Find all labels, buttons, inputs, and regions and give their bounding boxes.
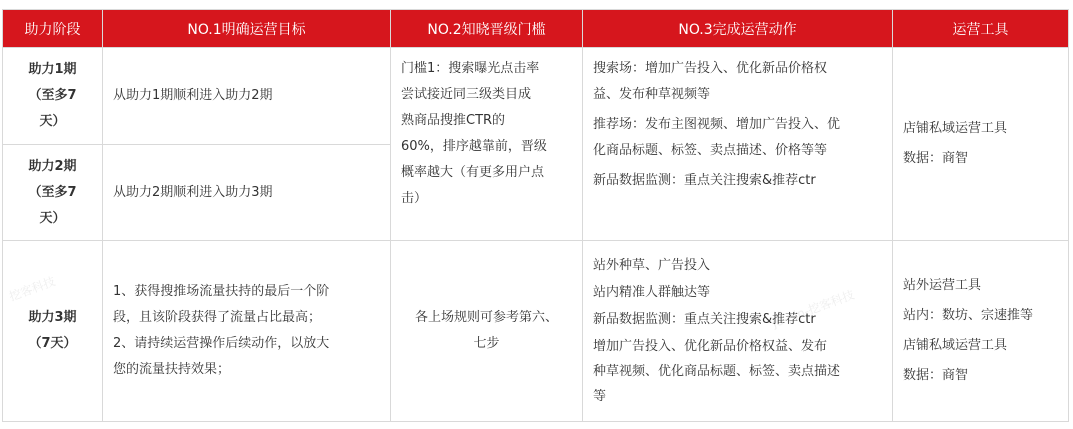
stage-cell	[3, 241, 103, 422]
table-header-row	[3, 10, 1069, 48]
header-goal: NO.1明确运营目标	[103, 10, 391, 48]
header-threshold: NO.2知晓晋级门槛	[391, 10, 583, 48]
stage-line: 助力3期	[28, 310, 77, 325]
watermark: 挖客科技	[7, 274, 58, 304]
action-line: 增加广告投入、优化新品价格权益、发布	[593, 339, 828, 354]
stage-line: （至多7	[28, 184, 77, 200]
tool-line: 店铺私域运营工具	[903, 121, 1008, 136]
tools-cell	[893, 241, 1069, 422]
goal-line: 从助力2期顺利进入助力3期	[113, 184, 273, 200]
stage-line: 天）	[39, 210, 66, 226]
tool-line: 数据：商智	[903, 368, 969, 383]
tool-line: 店铺私域运营工具	[903, 338, 1008, 353]
watermark: jd-pin-挖客科技	[770, 287, 857, 331]
goal-line: 从助力1期顺利进入助力2期	[113, 88, 273, 103]
threshold-cell	[391, 48, 583, 241]
header-stage: 助力阶段	[3, 10, 103, 48]
stage-line: （7天）	[28, 336, 77, 351]
goal-line: 段，且该阶段获得了流量占比最高；	[113, 310, 322, 325]
threshold-line: 各上场规则可参考第六、	[414, 310, 558, 325]
header-actions: NO.3完成运营动作	[583, 10, 893, 48]
threshold-line: 尝试接近同三级类目成	[401, 87, 532, 102]
action-line: 搜索场：增加广告投入、优化新品价格权	[593, 61, 828, 76]
tools-cell	[893, 48, 1069, 241]
threshold-cell	[391, 241, 583, 422]
threshold-line: 熟商品搜推CTR的	[401, 113, 506, 128]
actions-cell	[583, 241, 893, 422]
goal-cell	[103, 48, 391, 145]
table-row	[3, 48, 1069, 145]
action-line: 新品数据监测：重点关注搜索&推荐ctr	[593, 173, 816, 188]
goal-cell	[103, 145, 391, 241]
header-tools: 运营工具	[893, 10, 1069, 48]
threshold-line: 概率越大（有更多用户点	[401, 165, 545, 180]
stage-line: 天）	[39, 114, 66, 129]
action-line: 等	[593, 389, 607, 404]
actions-cell	[583, 48, 893, 241]
goal-line: 1、获得搜推场流量扶持的最后一个阶	[113, 284, 330, 299]
stage-line: 助力2期	[28, 158, 77, 174]
threshold-line: 七步	[473, 336, 500, 351]
action-line: 益、发布种草视频等	[593, 87, 711, 102]
goal-line: 您的流量扶持效果；	[113, 362, 231, 377]
threshold-line: 60%，排序越靠前，晋级	[401, 139, 547, 154]
threshold-line: 门槛1：搜索曝光点击率	[401, 61, 540, 76]
stage-cell	[3, 145, 103, 241]
operation-plan-table	[2, 9, 1069, 422]
goal-line: 2、请持续运营操作后续动作，以放大	[113, 336, 330, 351]
action-line: 种草视频、优化商品标题、标签、卖点描述	[593, 364, 841, 379]
action-line: 推荐场：发布主图视频、增加广告投入、优	[593, 117, 841, 132]
action-line: 新品数据监测：重点关注搜索&推荐ctr	[593, 312, 816, 327]
tool-line: 数据：商智	[903, 151, 969, 166]
stage-line: （至多7	[28, 88, 77, 103]
action-line: 站内精准人群触达等	[593, 285, 711, 300]
threshold-line: 击）	[401, 191, 428, 206]
stage-cell	[3, 48, 103, 145]
action-line: 化商品标题、标签、卖点描述、价格等等	[593, 143, 828, 158]
tool-line: 站外运营工具	[903, 278, 982, 293]
tool-line: 站内：数坊、宗速推等	[903, 308, 1034, 323]
action-line: 站外种草、广告投入	[593, 258, 711, 273]
table-row	[3, 241, 1069, 422]
goal-cell	[103, 241, 391, 422]
stage-line: 助力1期	[28, 62, 77, 77]
